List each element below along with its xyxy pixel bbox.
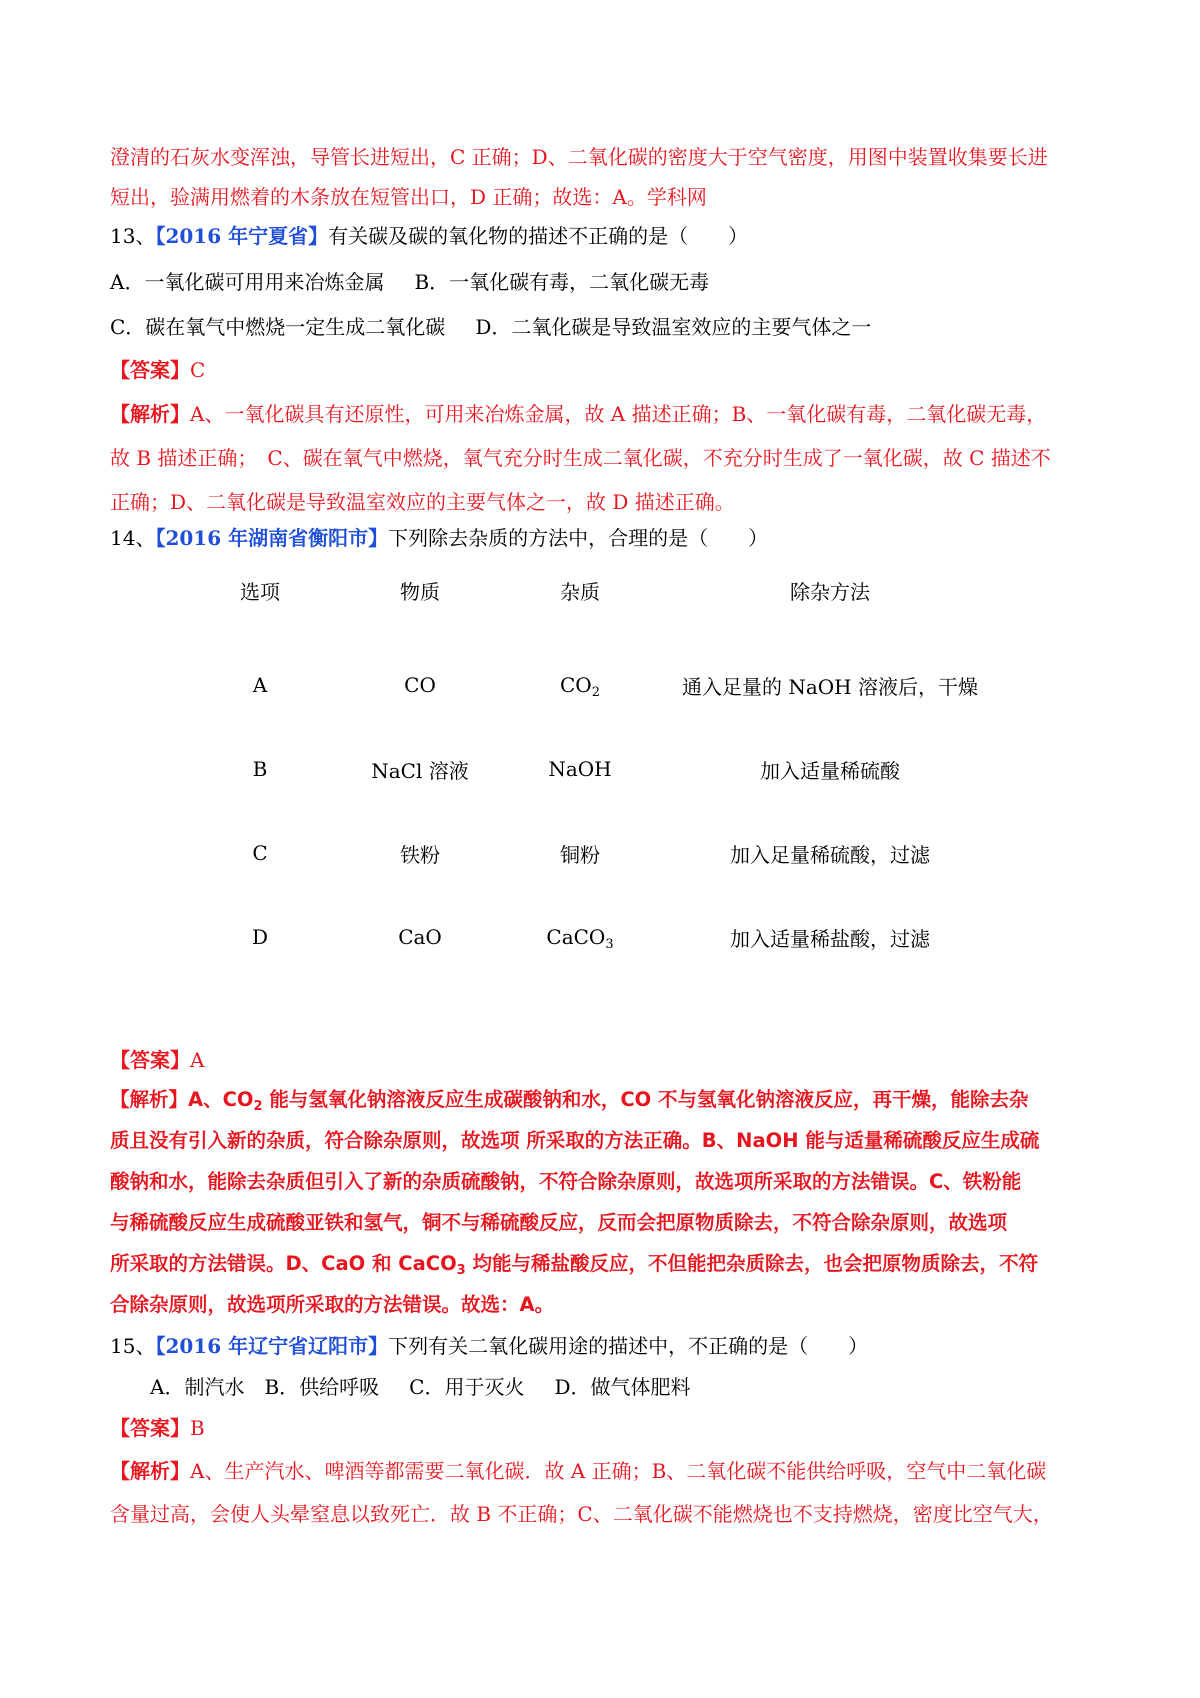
table-cell-option: D	[251, 925, 269, 949]
table-header-cell: 选项	[240, 579, 280, 604]
question-13-options-ab	[110, 268, 1100, 296]
table-cell-substance: NaCl 溶液	[371, 758, 469, 783]
question-13-options-cd	[110, 313, 1100, 341]
table-cell-impurity: 铜粉	[560, 842, 600, 867]
question-13-analysis-1	[110, 400, 1100, 428]
table-header-row	[180, 565, 1000, 615]
option-c: C．用于灭火	[409, 1375, 525, 1399]
table-cell-option: B	[252, 757, 268, 781]
question-14-analysis-5: 所采取的方法错误。D、CaO 和 CaCO$_3$ 均能与稀盐酸反应，不但能把杂质除去，也会把原物质除去，不符	[110, 1252, 1039, 1278]
analysis-text: A、生产汽水、啤酒等都需要二氧化碳．故 A 正确；B、二氧化碳不能供给呼吸，空气中二氧化碳	[190, 1459, 1047, 1483]
question-13-analysis-2: 故 B 描述正确； C、碳在氧气中燃烧，氧气充分时生成二氧化碳，不充分时生成了一氧化碳，故 C 描述不	[110, 446, 1051, 470]
question-14-analysis-6: 合除杂原则，故选项所采取的方法错误。故选：A。	[110, 1293, 555, 1316]
question-source: 【2016 年宁夏省】	[155, 224, 329, 248]
question-14-analysis-2: 质且没有引入新的杂质，符合除杂原则，故选项 所采取的方法正确。B、NaOH 能与适量稀硫酸反应生成硫	[110, 1129, 1040, 1152]
answer-value: C	[190, 358, 206, 382]
option-b: B．一氧化碳有毒，二氧化碳无毒	[414, 270, 710, 294]
table-row	[180, 643, 1000, 727]
question-14-analysis-1: 【解析】A、$CO_2$ 能与氢氧化钠溶液反应生成碳酸钠和水，CO 不与氢氧化钠溶液反应，再干燥，能除去杂	[110, 1088, 1029, 1114]
question-14-answer	[110, 1046, 1100, 1074]
option-d: D．做气体肥料	[554, 1375, 691, 1399]
option-a: A．一氧化碳可用用来冶炼金属	[110, 270, 385, 294]
question-text: 下列有关二氧化碳用途的描述中，不正确的是（ ）	[388, 1334, 869, 1358]
analysis-label: 【解析】	[110, 1459, 190, 1483]
answer-value: B	[190, 1416, 205, 1440]
table-header-cell: 除杂方法	[790, 579, 870, 604]
table-row	[180, 895, 1000, 979]
table-cell-option: C	[252, 841, 268, 865]
option-a: A．制汽水	[150, 1375, 245, 1399]
table-header-cell: 物质	[400, 579, 440, 604]
table-cell-impurity: NaOH	[548, 757, 612, 781]
table-cell-impurity: $CO_2$	[560, 673, 600, 700]
table-cell-method: 加入适量稀硫酸	[760, 758, 900, 783]
option-d: D．二氧化碳是导致温室效应的主要气体之一	[475, 315, 872, 339]
analysis-label: 【解析】	[110, 1088, 189, 1111]
table-row	[180, 811, 1000, 895]
analysis-label: 【解析】	[110, 402, 190, 426]
question-14-analysis-4: 与稀硫酸反应生成硫酸亚铁和氢气，铜不与稀硫酸反应，反而会把原物质除去，不符合除杂原则，故选项	[110, 1211, 1008, 1234]
question-source: 【2016 年湖南省衡阳市】	[155, 526, 389, 550]
table-cell-substance: CaO	[398, 925, 442, 949]
table-row	[180, 727, 1000, 811]
answer-label: 【答案】	[110, 1416, 190, 1440]
question-13-stem	[110, 222, 1100, 250]
impurity-table	[180, 565, 1000, 979]
table-header-cell: 杂质	[560, 579, 600, 604]
question-number: 14、	[110, 526, 156, 550]
analysis-text: A、一氧化碳具有还原性，可用来冶炼金属，故 A 描述正确；B、一氧化碳有毒，二氧化碳无毒，	[190, 402, 1047, 426]
option-c: C．碳在氧气中燃烧一定生成二氧化碳	[110, 315, 446, 339]
question-15-analysis-1	[110, 1457, 1100, 1485]
question-15-options	[150, 1373, 1140, 1401]
table-cell-method: 通入足量的 NaOH 溶液后，干燥	[682, 674, 978, 699]
table-cell-method: 加入足量稀硫酸，过滤	[730, 842, 930, 867]
table-cell-option: A	[252, 673, 268, 697]
answer-label: 【答案】	[110, 1048, 190, 1072]
question-14-stem	[110, 524, 1100, 552]
question-number: 15、	[110, 1334, 156, 1358]
table-cell-impurity: CaCO$_3$	[546, 925, 614, 952]
option-b: B．供给呼吸	[264, 1375, 380, 1399]
question-14-analysis-3: 酸钠和水，能除去杂质但引入了新的杂质硫酸钠，不符合除杂原则，故选项所采取的方法错误。C、铁粉能	[110, 1170, 1022, 1193]
question-13-analysis-3: 正确；D、二氧化碳是导致温室效应的主要气体之一，故 D 描述正确。	[110, 490, 735, 514]
question-text: 下列除去杂质的方法中，合理的是（ ）	[388, 526, 769, 550]
question-source: 【2016 年辽宁省辽阳市】	[155, 1334, 389, 1358]
question-15-stem	[110, 1332, 1100, 1360]
question-15-answer	[110, 1414, 1100, 1442]
table-cell-substance: CO	[404, 673, 436, 697]
question-13-answer	[110, 356, 1100, 384]
intro-line-2: 短出，验满用燃着的木条放在短管出口，D 正确；故选：A。学科网	[110, 185, 707, 209]
table-cell-method: 加入适量稀盐酸，过滤	[730, 926, 930, 951]
intro-line-1: 澄清的石灰水变浑浊，导管长进短出，C 正确；D、二氧化碳的密度大于空气密度，用图中装置收集要长进	[110, 145, 1048, 169]
answer-value: A	[190, 1048, 205, 1072]
question-15-analysis-2: 含量过高，会使人头晕窒息以致死亡．故 B 不正确；C、二氧化碳不能燃烧也不支持燃烧，密度比空气大，	[110, 1502, 1053, 1526]
table-cell-substance: 铁粉	[400, 842, 440, 867]
answer-label: 【答案】	[110, 358, 190, 382]
question-text: 有关碳及碳的氧化物的描述不正确的是（ ）	[328, 224, 749, 248]
question-number: 13、	[110, 224, 156, 248]
